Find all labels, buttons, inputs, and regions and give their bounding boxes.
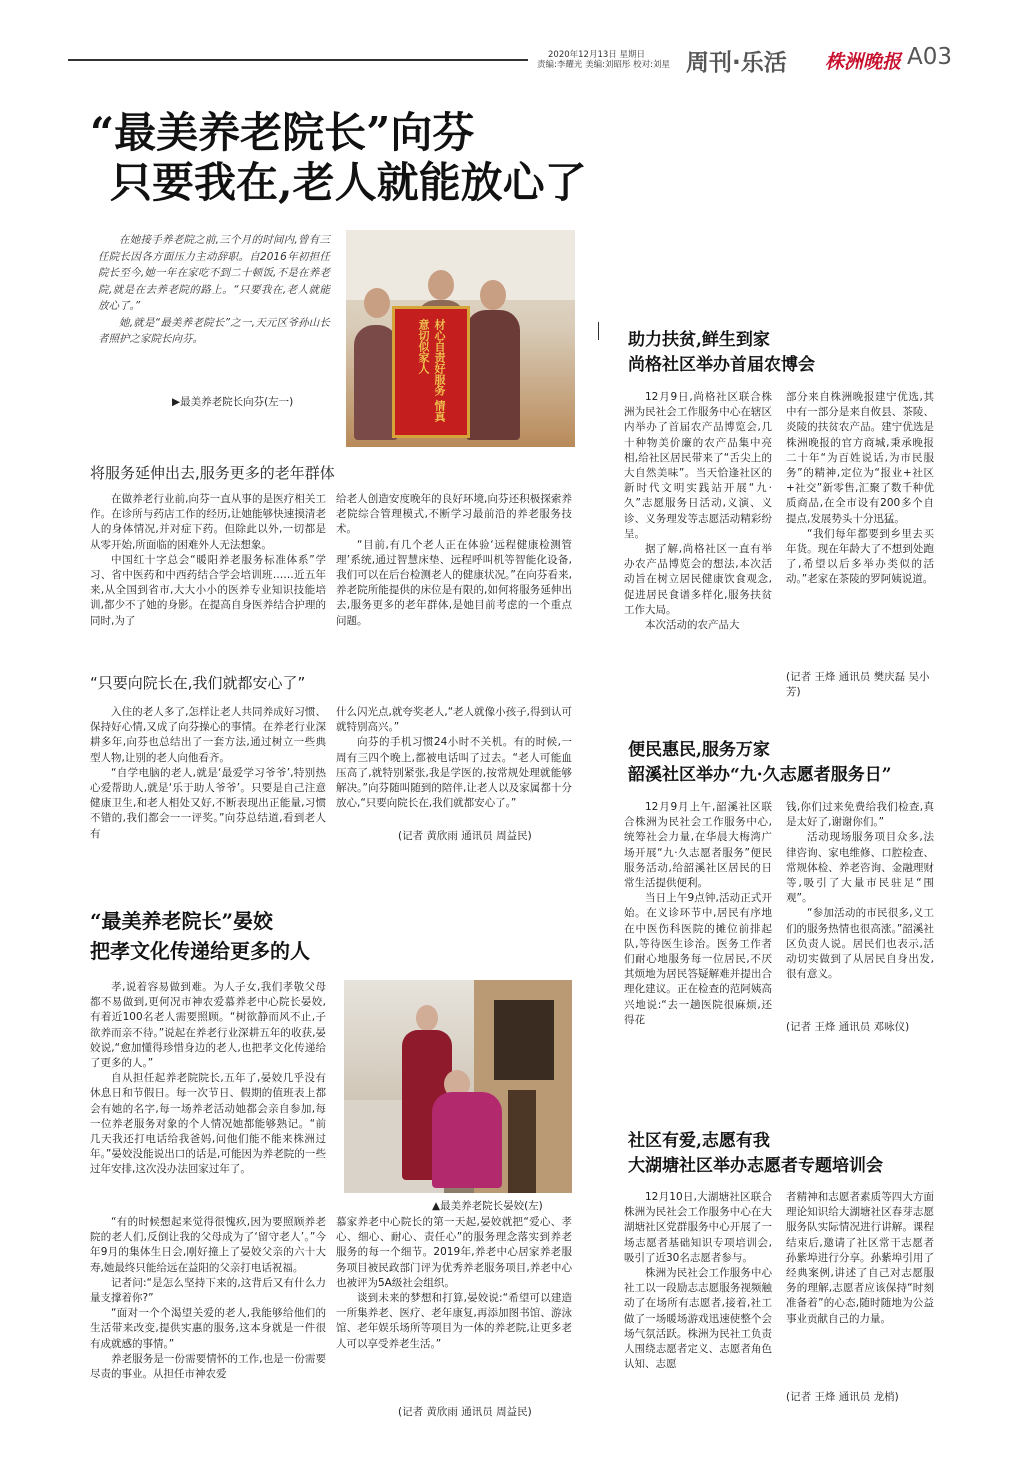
right1-col-right: 部分来自株洲晚报建宁优选,其中有一部分是来自攸县、茶陵、炎陵的扶贫农产品。建宁优选是株洲晚报的官方商城,秉承晚报二十年“为百姓说话,为市民服务”的精神,定位为“报业+社区+社交”新零售,汇聚了数千种优质商品,在全市设有200多个自提点,发展势头十分迅猛。 “我们每年都要到乡里去买年货。现在年龄大了不想到处跑了,希望以后多举办类似的活动。”老家在茶陵的罗阿姨说道。 — [786, 391, 934, 586]
lead-text: 在她接手养老院之前,三个月的时间内,曾有三任院长因各方面压力主动辞职。自2016年初担任院长至今,她一年在家吃不到二十顿饭,不是在养老院,就是在去养老院的路上。“只要我在,老人就能放心了。” 她,就是“最美养老院长”之一,天元区爷孙山长者照护之家院长向芬。 — [98, 234, 330, 345]
right2-title-line1: 便民惠民,服务万家 — [628, 740, 770, 760]
subheading-2: “只要向院长在,我们就都安心了” — [90, 674, 306, 692]
section-name: 周刊·乐活 — [686, 50, 787, 76]
header-rule — [68, 59, 528, 61]
byline-right1: (记者 王烽 通讯员 樊庆磊 吴小芳) — [786, 671, 930, 698]
byline-right2: (记者 王烽 通讯员 邓咏仪) — [786, 1021, 910, 1033]
byline-right3: (记者 王烽 通讯员 龙梢) — [786, 1391, 899, 1403]
right1-title-line1: 助力扶贫,鲜生到家 — [628, 330, 770, 350]
silk-banner: 材心自责好服务 情真意切似家人 — [392, 306, 470, 438]
right-divider-top — [598, 322, 599, 340]
second-col-top-left: 孝,说着容易做到难。为人子女,我们孝敬父母都不易做到,更何况市神农爱慕养老中心院长晏姣,有着近100名老人需要照顾。“树欲静而风不止,子欲养而亲不待。”说起在养老行业深耕五年的收获,晏姣说,“愈加懂得珍惜身边的老人,也把孝文化传递给了更多的人。” 自从担任起养老院院长,五年了,晏姣几乎没有休息日和节假日。每一次节日、假期的值班表上都会有她的名字,每一场养老活动她都会亲自参加,每一位养老服务对象的个人情况她都能够熟记。“前几天我还打电话给我爸妈,问他们能不能来株洲过年。”晏姣没能说出口的话是,可能因为养老院的一些过年安排,这次没办法回家过年了。 — [90, 981, 326, 1176]
header-editors: 责编:李耀光 美编:刘昭彤 校对:刘星 — [537, 60, 670, 70]
section1-col-right: 给老人创造安度晚年的良好环境,向芬还积极探索养老院综合管理模式,不断学习最前沿的养老服务技术。 “目前,有几个老人正在体验‘远程健康检测管理’系统,通过智慧床垫、远程呼叫机等智能化设备,我们可以在后台检测老人的健康状况。”在向芬看来,养老院所能提供的床位是有限的,如何将服务延伸出去,服务更多的老年群体,是她目前考虑的一个重点问题。 — [336, 493, 572, 627]
second-col-bottom-right: 慕家养老中心院长的第一天起,晏姣就把“爱心、孝心、细心、耐心、责任心”的服务理念落实到养老服务的每一个细节。2019年,养老中心居家养老服务项目被民政部门评为优秀养老服务项目,养老中心也被评为5A级社会组织。 谈到未来的梦想和打算,晏姣说:“希望可以建造一所集养老、医疗、老年康复,再添加图书馆、游泳馆、老年娱乐场所等项目为一体的养老院,让更多老人可以享受养老生活。” — [336, 1216, 572, 1350]
right1-title-line2: 尚格社区举办首届农博会 — [628, 355, 815, 375]
section2-col-left: 入住的老人多了,怎样让老人共同养成好习惯、保持好心情,又成了向芬操心的事情。在养老行业深耕多年,向芬也总结出了一套方法,通过树立一些典型人物,让别的老人向他看齐。 “自学电脑的老人,就是‘最爱学习爷爷’,特别热心爱帮助人,就是‘乐于助人爷爷’。只要是自己注意健康卫生,和老人相处又好,不断表现出正能量,习惯不错的,我们都会一一评奖。”向芬总结道,看到老人有 — [90, 706, 326, 840]
subheading-1: 将服务延伸出去,服务更多的老年群体 — [90, 464, 335, 482]
photo-caption-1: ▶最美养老院长向芬(左一) — [172, 396, 294, 408]
right2-col-left: 12月9月上午,韶溪社区联合株洲为民社会工作服务中心,统筹社会力量,在华晨大梅湾广场开展“九·久志愿者服务”便民服务活动,给韶溪社区居民的日常生活提供便利。 当日上午9点钟,活动正式开始。在义诊环节中,居民有序地在中医伤科医院的摊位前排起队,等待医生诊治。医务工作者们耐心地服务每一位居民,不厌其烦地为居民答疑解难并提出合理化建议。正在检查的范阿姨高兴地说:“去一趟医院很麻烦,还得花 — [624, 801, 772, 1026]
photo-yan-jiao — [344, 980, 572, 1193]
right2-title-line2: 韶溪社区举办“九·久志愿者服务日” — [628, 765, 892, 785]
photo-xiang-fen — [346, 230, 575, 447]
second-title-line2: 把孝文化传递给更多的人 — [90, 939, 310, 963]
paper-logo: 株洲晚报 — [825, 51, 902, 73]
right2-col-right: 钱,你们过来免费给我们检查,真是太好了,谢谢你们。” 活动现场服务项目众多,法律咨询、家电维修、口腔检查、常规体检、养老咨询、金融理财等,吸引了大量市民驻足“围观”。 “参加活动的市民很多,义工们的服务热情也很高涨。”韶溪社区负责人说。居民们也表示,活动切实做到了从居民自身出发,很有意义。 — [786, 801, 934, 981]
right3-title-line2: 大湖塘社区举办志愿者专题培训会 — [628, 1156, 883, 1176]
right3-title-line1: 社区有爱,志愿有我 — [628, 1131, 770, 1151]
right3-col-right: 者精神和志愿者素质等四大方面理论知识给大湖塘社区春芽志愿服务队实际情况进行讲解。课程结束后,邀请了社区常干志愿者孙紫埠进行分享。孙紫埠引用了经典案例,讲述了自己对志愿服务的理解,志愿者应该保持“时刻准备着”的心态,随时随地为公益事业贡献自己的力量。 — [786, 1191, 934, 1325]
right1-col-left: 12月9日,尚格社区联合株洲为民社会工作服务中心在辖区内举办了首届农产品博览会,几十种物美价廉的农产品集中亮相,给社区居民带来了“舌尖上的大自然美味”。当天恰逢社区的新时代文明实践站开展“九·久”志愿服务日活动,义演、义诊、义务理发等志愿活动精彩纷呈。 据了解,尚格社区一直有举办农产品博览会的想法,本次活动旨在树立居民健康饮食观念,促进居民食谱多样化,服务扶贫工作大局。 本次活动的农产品大 — [624, 391, 772, 632]
second-title-line1: “最美养老院长”晏姣 — [90, 909, 274, 933]
article-title-line1: “最美养老院长”向芬 — [90, 108, 475, 157]
header-date: 2020年12月13日 星期日 — [548, 50, 645, 60]
article-title-line2: 只要我在,老人就能放心了 — [110, 158, 587, 207]
section2-col-right: 什么闪光点,就夸奖老人,“老人就像小孩子,得到认可就特别高兴。” 向芬的手机习惯24小时不关机。有的时候,一周有三四个晚上,都被电话叫了过去。“老人可能血压高了,就特别紧张,我是学医的,按常规处理就能够解决。”向芬随叫随到的陪伴,让老人以及家属都十分放心,“只要向院长在,我们就都安心了。” — [336, 706, 572, 810]
page-number: A03 — [907, 44, 953, 70]
right3-col-left: 12月10日,大湖塘社区联合株洲为民社会工作服务中心在大湖塘社区党群服务中心开展了一场志愿者基础知识专项培训会,吸引了近30名志愿者参与。 株洲为民社会工作服务中心社工以一段励志志愿服务视频触动了在场所有志愿者,接着,社工做了一场暖场游戏迅速使整个会场气氛活跃。株洲为民社工负责人围绕志愿者定义、志愿者角色认知、志愿 — [624, 1191, 772, 1371]
byline-main: (记者 黄欣雨 通讯员 周益民) — [398, 830, 532, 842]
byline-second: (记者 黄欣雨 通讯员 周益民) — [398, 1406, 532, 1418]
section1-col-left: 在做养老行业前,向芬一直从事的是医疗相关工作。在诊所与药店工作的经历,让她能够快速摸清老人的身体情况,并对症下药。但除此以外,一切都是从零开始,所面临的困难外人无法想象。 中国红十字总会“暖阳养老服务标准体系”学习、省中医药和中西药结合学会培训班……近五年来,从全国到省市,大大小小的医养专业知识技能培训,都少不了她的身影。在提高自身医养结合护理的同时,为了 — [90, 493, 326, 627]
photo-caption-2: ▲最美养老院长晏姣(左) — [432, 1200, 543, 1212]
second-col-bottom-left: “有的时候想起来觉得很愧疚,因为要照顾养老院的老人们,反倒让我的父母成为了‘留守老人’。”今年9月的集体生日会,刚好撞上了晏姣父亲的六十大寿,她最终只能给远在益阳的父亲打电话祝福。 记者问:“是怎么坚持下来的,这背后又有什么力量支撑着你?” “面对一个个渴望关爱的老人,我能够给他们的生活带来改变,提供实惠的服务,这本身就是一件很有成就感的事情。” 养老服务是一份需要情怀的工作,也是一份需要尽责的事业。从担任市神农爱 — [90, 1216, 326, 1381]
